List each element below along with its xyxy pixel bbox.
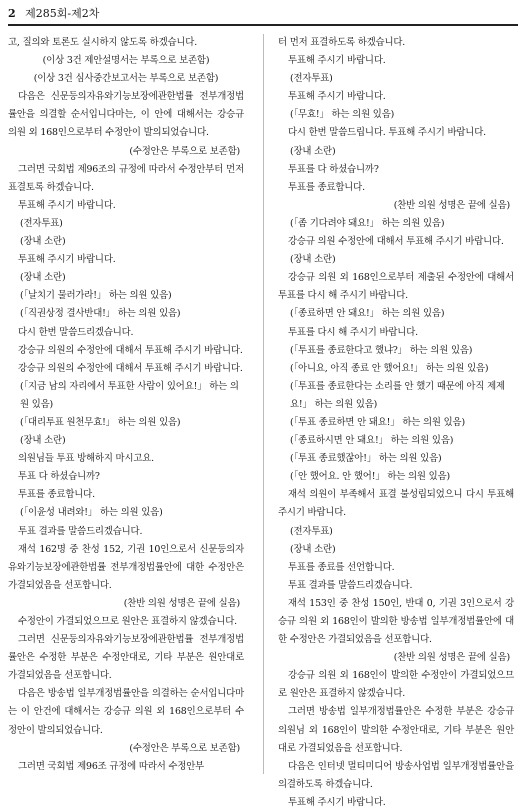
- right-column-line: (「투표 종료했잖아!」 하는 의원 있음): [290, 453, 442, 465]
- right-column-line: 다시 한번 말씀드립니다. 투표해 주시기 바랍니다.: [288, 127, 486, 139]
- right-column-line: 투표를 다시 해 주시기 바랍니다.: [288, 326, 418, 338]
- left-column-line: 투표해 주시기 바랍니다.: [18, 254, 116, 266]
- left-column-line: (찬반 의원 성명은 끝에 실음): [123, 597, 240, 609]
- right-column-line: (찬반 의원 성명은 끝에 실음): [393, 199, 510, 211]
- left-column-line: 의원님들 투표 방해하지 마시고요.: [18, 453, 155, 465]
- left-column-line: 강승규 의원의 수정안에 대해서 투표해 주시기 바랍니다.: [18, 362, 243, 374]
- left-column-line: 강승규 의원의 수정안에 대해서 투표해 주시기 바랍니다.: [18, 344, 243, 356]
- right-column-line: 투표를 종료를 선언합니다.: [288, 561, 395, 573]
- right-column-line: 투표를 다 하셨습니까?: [288, 163, 379, 175]
- right-column-line: (「투표를 종료한다고 했냐?」 하는 의원 있음): [290, 344, 473, 356]
- right-column-line: (장내 소란): [290, 254, 336, 266]
- left-column-line: 그러면 신문등의자유와기능보장에관한법률 전부개정법률안은 수정한 부분은 수정안대로, 기타 부분은 원안대로 가결되었음을 선포합니다.: [8, 634, 244, 682]
- left-column-line: 투표를 종료합니다.: [18, 489, 95, 501]
- left-column-line: 그러면 국회법 제96조 규정에 따라서 수정안부: [18, 760, 205, 772]
- left-column-line: 다음은 신문등의자유와기능보장에관한법률 전부개정법률안을 의결할 순서입니다마는, 이 안에 대해서는 강승규 의원 외 168인으로부터 수정안이 발의되었습니다.: [8, 91, 244, 139]
- right-column-line: 투표해 주시기 바랍니다.: [288, 91, 386, 103]
- left-column-line: 투표해 주시기 바랍니다.: [18, 199, 116, 211]
- right-column-line: 재석 의원이 부족해서 표결 불성립되었으니 다시 투표해 주시기 바랍니다.: [278, 489, 514, 519]
- right-column-line: 투표를 종료합니다.: [288, 181, 365, 193]
- right-column-line: 투표해 주시기 바랍니다.: [288, 796, 386, 808]
- left-column-line: (장내 소란): [20, 272, 66, 284]
- right-column-line: 강승규 의원 외 168인으로부터 제출된 수정안에 대해서 투표를 다시 해 주시기 바랍니다.: [278, 272, 514, 302]
- left-column-line: 다음은 방송법 일부개정법률안을 의결하는 순서입니다마는 이 안건에 대해서는 강승규 의원 외 168인으로부터 수정안이 발의되었습니다.: [8, 688, 244, 736]
- right-column: [278, 34, 514, 812]
- right-column-line: (전자투표): [290, 525, 333, 537]
- left-column-line: (「날치기 물러가라!」 하는 의원 있음): [20, 290, 172, 302]
- right-column-line: 다음은 인터넷 멀티미디어 방송사업법 일부개정법률안을 의결하도록 하겠습니다.: [278, 760, 514, 790]
- left-column-line: (수정안은 부록으로 보존함): [129, 145, 240, 157]
- left-column-line: (「대리투표 원천무효!」 하는 의원 있음): [20, 416, 181, 428]
- left-column-line: (장내 소란): [20, 435, 66, 447]
- right-column-line: 강승규 의원 수정안에 대해서 투표해 주시기 바랍니다.: [288, 236, 504, 248]
- page-header: [8, 6, 518, 30]
- left-column-line: (이상 3건 제안설명서는 부록으로 보존함): [42, 55, 210, 67]
- right-column-line: (장내 소란): [290, 145, 336, 157]
- left-column-line: (장내 소란): [20, 236, 66, 248]
- left-column-line: (이상 3건 심사중간보고서는 부록으로 보존함): [33, 73, 219, 85]
- left-column-line: 투표 다 하셨습니까?: [18, 471, 100, 483]
- right-column-line: 강승규 의원 외 168인이 발의한 수정안이 가결되었으므로 원안은 표결하지 않겠습니다.: [278, 670, 514, 700]
- right-column-line: (「좀 기다려야 돼요!」 하는 의원 있음): [290, 217, 445, 229]
- right-column-line: (「종료하면 안 돼요!」 하는 의원 있음): [290, 308, 445, 320]
- right-column-line: 투표 결과를 말씀드리겠습니다.: [288, 579, 413, 591]
- right-column-line: (「아니요, 아직 종료 안 했어요!」 하는 의원 있음): [290, 362, 489, 374]
- left-column-line: 투표 결과를 말씀드리겠습니다.: [18, 525, 143, 537]
- right-column-line: 그러면 방송법 일부개정법률안은 수정한 부분은 강승규 의원님 외 168인이 발의한 수정안대로, 기타 부분은 원안대로 가결되었음을 선포합니다.: [278, 706, 514, 754]
- session-title: 제285회-제2차: [25, 7, 100, 20]
- left-column-line: (수정안은 부록으로 보존함): [129, 742, 240, 754]
- right-column-line: (장내 소란): [290, 543, 336, 555]
- right-column-line: (찬반 의원 성명은 끝에 실음): [393, 652, 510, 664]
- header-rule: [8, 24, 518, 26]
- right-column-line: (「무효!」 하는 의원 있음): [290, 109, 395, 121]
- left-column-line: 다시 한번 말씀드리겠습니다.: [18, 326, 134, 338]
- left-column: [8, 34, 244, 776]
- left-column-line: (「직권상정 결사반대!」 하는 의원 있음): [20, 308, 181, 320]
- right-column-line: 터 먼저 표결하도록 하겠습니다.: [278, 37, 406, 48]
- left-column-line: 수정안이 가결되었으므로 원안은 표결하지 않겠습니다.: [18, 616, 237, 627]
- right-column-line: 투표해 주시기 바랍니다.: [288, 55, 386, 67]
- left-column-line: (「이윤성 내려와!」 하는 의원 있음): [20, 507, 163, 519]
- page-number: 2: [8, 7, 16, 20]
- right-column-line: (「안 했어요. 안 했어!」 하는 의원 있음): [290, 471, 450, 483]
- left-column-line: 고, 질의와 토론도 실시하지 않도록 하겠습니다.: [8, 37, 198, 48]
- left-column-line: (전자투표): [20, 217, 63, 229]
- left-column-line: 그러면 국회법 제96조의 규정에 따라서 수정안부터 먼저 표결토록 하겠습니다.: [8, 163, 244, 193]
- right-column-line: (「종료하시면 안 돼요!」 하는 의원 있음): [290, 435, 454, 447]
- right-column-line: (전자투표): [290, 73, 333, 85]
- left-column-line: (「지금 남의 자리에서 투표한 사람이 있어요!」 하는 의원 있음): [20, 380, 239, 410]
- left-column-line: 재석 162명 중 찬성 152, 기권 10인으로서 신문등의자유와기능보장에관한법률 전부개정법률안에 대한 수정안은 가결되었음을 선포합니다.: [8, 543, 244, 591]
- column-divider: [263, 34, 264, 774]
- right-column-line: 재석 153인 중 찬성 150인, 반대 0, 기권 3인으로서 강승규 의원 외 168인이 발의한 방송법 일부개정법률안에 대한 수정안은 가결되었음을 선포합니다.: [278, 597, 514, 646]
- right-column-line: (「투표 종료하면 안 돼요!」 하는 의원 있음): [290, 416, 465, 428]
- right-column-line: (「투표를 종료한다는 소리를 안 했기 때문에 아직 제제요!」 하는 의원 있음): [290, 380, 505, 410]
